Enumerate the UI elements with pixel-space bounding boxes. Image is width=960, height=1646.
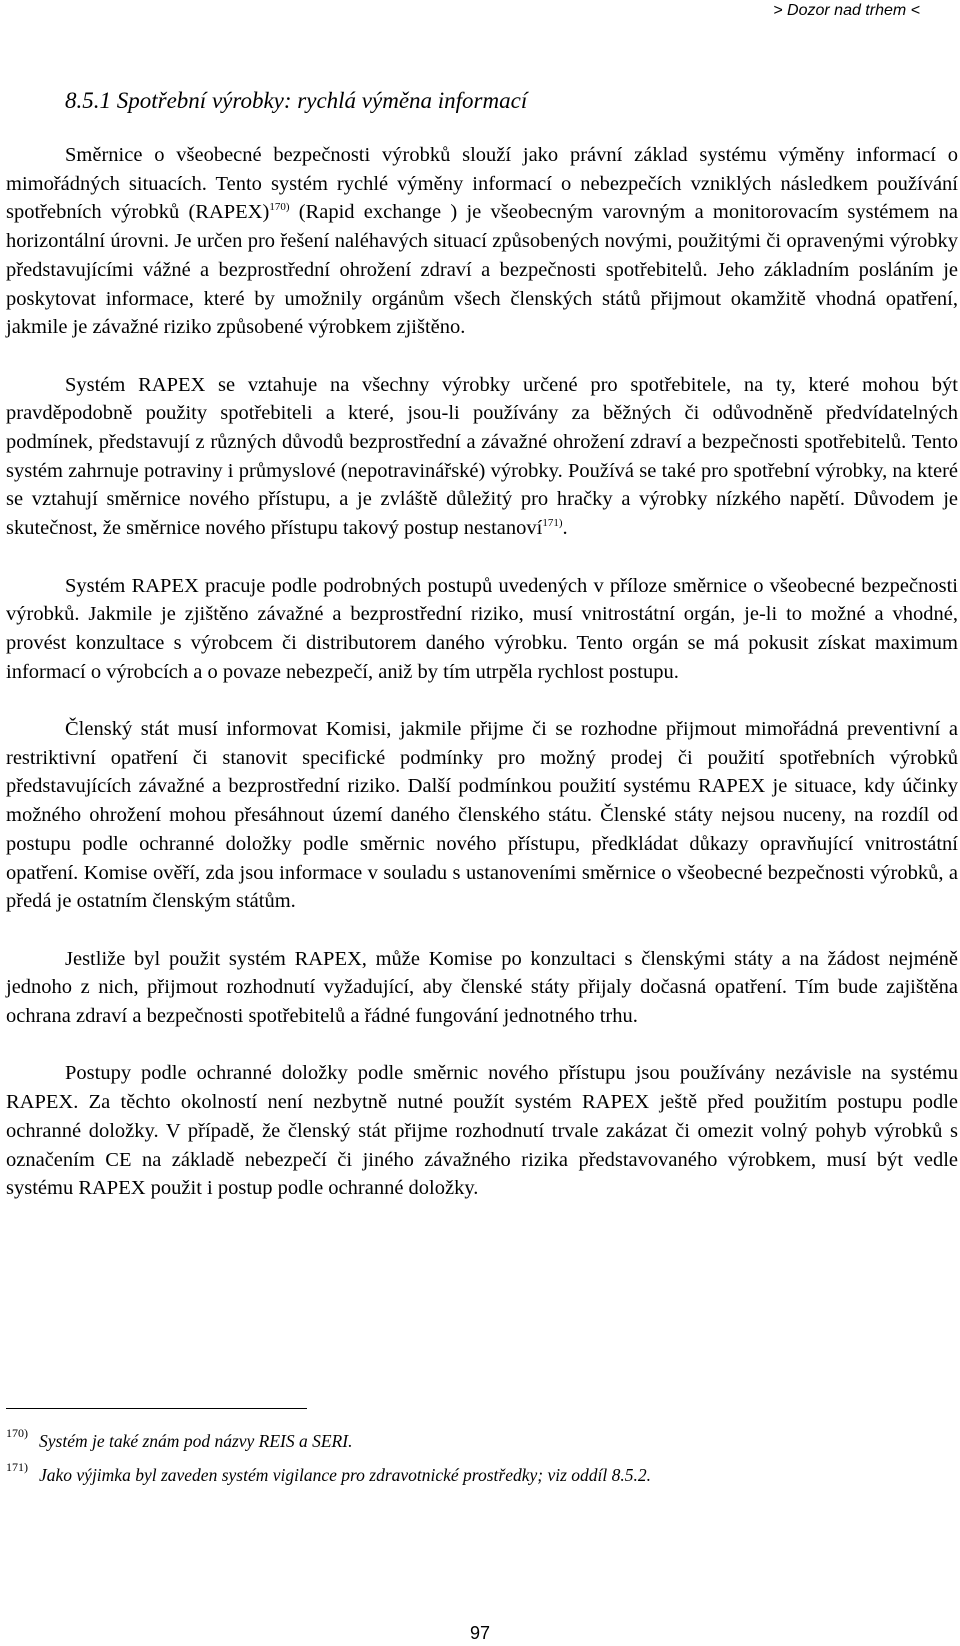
paragraph-2-part-a: Systém RAPEX se vztahuje na všechny výrobky určené pro spotřebitele, na ty, které mohou být pravděpodobně použity spotřebiteli a které, jsou-li používány za běžných či odůvodněně předvídatelných podmínek, představují z různých důvodů bezprostřední a závažné ohrožení zdraví a bezpečnosti spotřebitelů. Tento systém zahrnuje potraviny i průmyslové (nepotravinářské) výrobky. Používá se také pro spotřební výrobky, na které se vztahují směrnice nového přístupu, a je zvláště důležitý pro hračky a výrobky nízkého napětí. Důvodem je skutečnost, že směrnice nového přístupu takový postup nestanoví [6, 373, 958, 540]
paragraph-2-part-b: . [562, 517, 568, 540]
footnote-ref-171[interactable]: 171) [542, 517, 563, 530]
footnote-mark: 171) [6, 1460, 28, 1474]
running-header: > Dozor nad trhem < [773, 2, 920, 19]
footnote-ref-170[interactable]: 170) [269, 201, 290, 214]
section-title: 8.5.1 Spotřební výrobky: rychlá výměna informací [65, 88, 528, 113]
footnote-divider [6, 1408, 307, 1409]
paragraph-4: Členský stát musí informovat Komisi, jakmile přijme či se rozhodne přijmout mimořádná preventivní a restriktivní opatření či stanovit specifické podmínky pro možný prodej či použití spotřebních výrobků představujících závažné a bezprostřední riziko. Další podmínkou použití systému RAPEX je situace, kdy účinky možného ohrožení mohou přesáhnout území daného členského státu. Členské státy nejsou nuceny, na rozdíl od postupu podle ochranné doložky podle směrnic nového přístupu, předkládat důkazy opravňující vnitrostátní opatření. Komise ověří, zda jsou informace v souladu s ustanoveními směrnice o všeobecné bezpečnosti výrobků, a předá je ostatním členským státům. [6, 718, 958, 913]
page-number: 97 [469, 1623, 491, 1643]
paragraph-1 [6, 141, 958, 342]
footnote-text: Jako výjimka byl zaveden systém vigilance pro zdravotnické prostředky; viz oddíl 8.5.2. [39, 1465, 651, 1485]
paragraph-1-part-a: Směrnice o všeobecné bezpečnosti výrobků slouží jako právní základ systému výměny informací o mimořádných situacích. Tento systém rychlé výměny informací o nebezpečích vzniklých následkem používání spotřebních výrobků (RAPEX) [6, 144, 958, 224]
body-text [6, 141, 958, 1232]
paragraph-5: Jestliže byl použit systém RAPEX, může Komise po konzultaci s členskými státy a na žádost nejméně jednoho z nich, přijmout rozhodnutí vyžadující, aby členské státy přijaly dočasná opatření. Tím bude zajištěna ochrana zdraví a bezpečnosti spotřebitelů a řádné fungování jednotného trhu. [6, 947, 958, 1028]
paragraph-2 [6, 371, 958, 543]
paragraph-6: Postupy podle ochranné doložky podle směrnic nového přístupu jsou používány nezávisle na systému RAPEX. Za těchto okolností není nezbytně nutné použít systém RAPEX ještě před použitím postupu podle ochranné doložky. V případě, že členský stát přijme rozhodnutí trvale zakázat či omezit volný pohyb výrobků s označením CE na základě nebezpečí či jiného závažného rizika představovaného výrobkem, musí být vedle systému RAPEX použit i postup podle ochranné doložky. [6, 1062, 958, 1200]
paragraph-3: Systém RAPEX pracuje podle podrobných postupů uvedených v příloze směrnice o všeobecné bezpečnosti výrobků. Jakmile je zjištěno závažné a bezprostřední riziko, musí vnitrostátní orgán, je-li to možné a vhodné, provést konzultace s výrobcem či distributorem daného výrobku. Tento orgán se má pokusit získat maximum informací o výrobcích a o povaze nebezpečí, aniž by tím utrpěla rychlost postupu. [6, 574, 958, 683]
paragraph-1-part-b: (Rapid exchange ) je všeobecným varovným a monitorovacím systémem na horizontální úrovni. Je určen pro řešení naléhavých situací způsobených novými, použitými či opravenými výrobky představujícími vážné a bezprostřední ohrožení zdraví a bezpečnosti spotřebitelů. Jeho základním posláním je poskytovat informace, které by umožnily orgánům všech členských států přijmout okamžitě vhodná opatření, jakmile je závažné riziko způsobené výrobkem zjištěno. [6, 201, 958, 339]
footnote-mark: 170) [6, 1426, 28, 1440]
footnote-text: Systém je také znám pod názvy REIS a SERI. [39, 1431, 353, 1451]
